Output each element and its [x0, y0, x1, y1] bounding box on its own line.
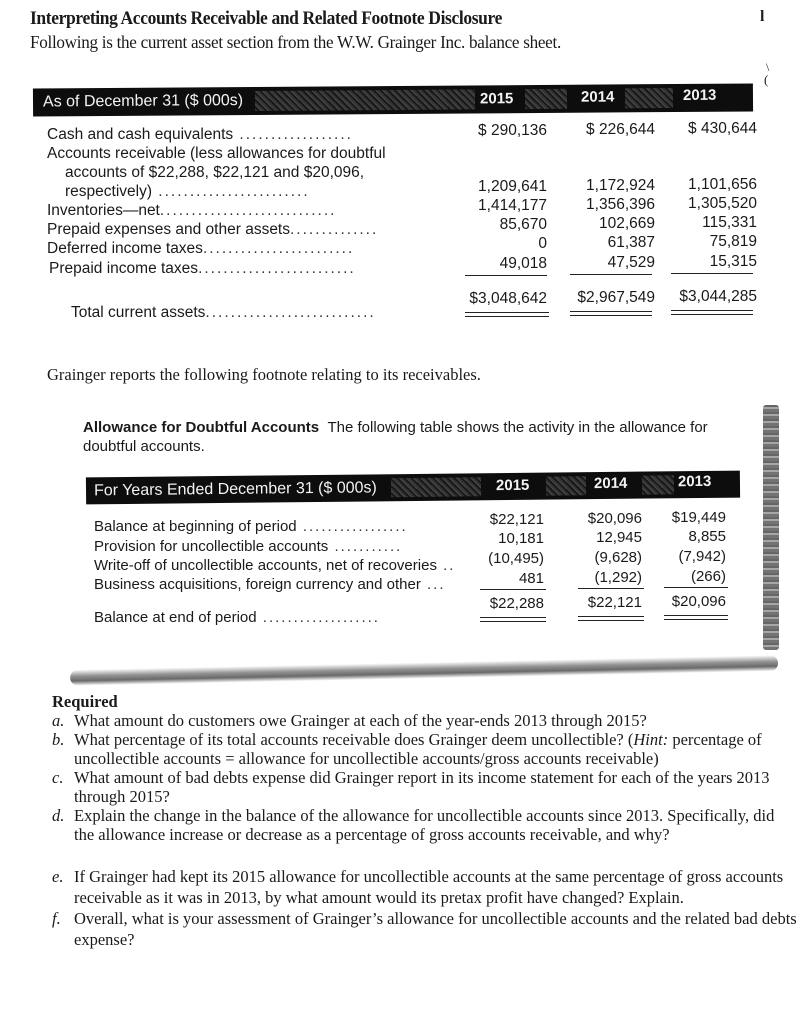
allowance-table — [94, 505, 754, 635]
cell-value: 85,670 — [499, 216, 547, 233]
page-subtitle: Following is the current asset section from the W.W. Grainger Inc. balance sheet. — [30, 32, 561, 52]
year-2014: 2014 — [580, 88, 615, 106]
margin-mark: ( — [764, 72, 769, 87]
cell-value: 115,331 — [702, 214, 757, 231]
scan-noise — [625, 88, 673, 108]
cell-value: 49,018 — [499, 255, 547, 272]
leader-dots: ................. — [296, 518, 408, 535]
year-2013: 2013 — [677, 472, 712, 491]
row-label: Prepaid income taxes — [49, 260, 199, 277]
balance-sheet-header-label: As of December 31 ($ 000s) — [42, 92, 244, 111]
cell-value: 1,209,641 — [478, 178, 547, 195]
cell-value: $22,288 — [489, 595, 544, 612]
page-title: Interpreting Accounts Receivable and Related Footnote Disclosure — [30, 8, 503, 29]
row-label: Prepaid expenses and other assets — [47, 221, 290, 238]
table-row: accounts of $22,288, $22,121 and $20,096, — [65, 164, 365, 181]
cell-value: 61,387 — [607, 234, 655, 251]
leader-dots: ........................ — [152, 183, 310, 200]
cell-value: $19,449 — [671, 509, 726, 526]
row-label: Cash and cash equivalents — [47, 126, 234, 143]
torn-paper-edge — [763, 405, 779, 650]
table-row — [47, 240, 354, 258]
scan-noise — [546, 476, 586, 495]
table-row-total — [94, 609, 380, 626]
table-row — [49, 260, 356, 278]
subtotal-rule — [671, 273, 753, 274]
cell-value: $22,121 — [587, 594, 642, 611]
cell-value: 1,356,396 — [586, 196, 655, 213]
footnote-text: The following table shows the activity in the allowance for doubtful accounts. — [83, 419, 708, 455]
row-label: Total current assets — [71, 304, 206, 321]
cell-value: 47,529 — [607, 254, 655, 271]
allowance-table-header-label: For Years Ended December 31 ($ 000s) — [93, 479, 377, 500]
cell-value: (7,942) — [678, 548, 726, 565]
row-label: Provision for uncollectible accounts — [94, 538, 329, 555]
subtotal-rule — [465, 275, 547, 276]
margin-mark: \ — [766, 60, 770, 74]
cell-value: (10,495) — [488, 550, 544, 567]
table-row — [94, 518, 408, 535]
table-row — [94, 538, 402, 555]
required-section — [52, 692, 797, 950]
leader-dots: .............. — [290, 221, 379, 238]
table-row — [94, 557, 455, 574]
table-row — [65, 183, 310, 201]
cell-value: $20,096 — [587, 510, 642, 527]
allowance-table-header — [86, 471, 740, 505]
subtotal-rule — [570, 274, 652, 275]
question-d: d. Explain the change in the balance of the allowance for uncollectible accounts since 2013. Specifically, did the allowance increase or decrease as a percentage of gross accounts receivable, and why? — [52, 806, 775, 844]
subtotal-rule — [578, 588, 644, 589]
cell-value: $22,121 — [489, 511, 544, 528]
cell-value: 15,315 — [709, 253, 757, 270]
cell-value: 1,101,656 — [688, 176, 757, 193]
question-c: c. What amount of bad debts expense did Grainger report in its income statement for each of the years 2013 through 2015? — [52, 768, 770, 806]
row-label: Business acquisitions, foreign currency and other — [94, 576, 421, 593]
cell-value: 75,819 — [709, 233, 757, 250]
row-label: Inventories—net — [47, 202, 160, 219]
scan-noise — [391, 477, 481, 497]
subtotal-rule — [664, 587, 728, 588]
total-double-rule — [578, 616, 644, 621]
row-label: Write-off of uncollectible accounts, net of recoveries — [94, 557, 437, 574]
cell-value: 481 — [518, 570, 544, 587]
scan-noise — [642, 475, 674, 494]
question-e: e. If Grainger had kept its 2015 allowance for uncollectible accounts at the same percentage of gross accounts receivable as it was in 2013, by what amount would its pretax profit have changed? Explain. — [52, 867, 784, 907]
row-label: Deferred income taxes — [47, 240, 203, 257]
leader-dots: ............................ — [159, 202, 337, 219]
subtotal-rule — [480, 589, 546, 590]
cell-value: $ 430,644 — [688, 120, 757, 137]
footnote-heading: Allowance for Doubtful Accounts — [83, 419, 320, 436]
table-row — [47, 221, 378, 239]
leader-dots: ......................... — [198, 260, 356, 277]
required-heading: Required — [52, 692, 118, 711]
total-double-rule — [671, 310, 753, 315]
balance-sheet-header — [33, 83, 753, 116]
leader-dots: ... — [420, 576, 446, 593]
question-a: a. What amount do customers owe Grainger at each of the year-ends 2013 through 2015? — [52, 711, 647, 730]
footnote-paragraph — [83, 418, 763, 456]
cell-value: 102,669 — [598, 215, 655, 232]
cell-value: $2,967,549 — [577, 289, 655, 306]
cell-value: 8,855 — [688, 528, 726, 545]
torn-paper-edge — [70, 655, 778, 686]
leader-dots: ........... — [328, 538, 403, 555]
table-row — [47, 202, 336, 220]
cell-value: (266) — [690, 568, 726, 585]
cell-value: $20,096 — [671, 593, 726, 610]
footnote-intro: Grainger reports the following footnote relating to its receivables. — [47, 365, 481, 384]
leader-dots: .. — [436, 557, 456, 574]
scan-noise — [255, 90, 475, 111]
cell-value: $3,048,642 — [469, 290, 547, 307]
total-double-rule — [465, 312, 549, 317]
cell-value: 10,181 — [498, 530, 544, 547]
table-row-total — [71, 304, 376, 322]
cell-value: $ 290,136 — [478, 122, 547, 139]
cell-value: 1,172,924 — [586, 177, 655, 194]
leader-dots: ................... — [256, 609, 380, 626]
leader-dots: .................. — [233, 126, 353, 143]
cell-value: (1,292) — [594, 569, 642, 586]
total-double-rule — [570, 311, 652, 316]
row-label: Balance at beginning of period — [94, 518, 297, 535]
leader-dots: ........................... — [205, 304, 376, 321]
year-2015: 2015 — [479, 90, 514, 108]
question-b: b. What percentage of its total accounts receivable does Grainger deem uncollectible? (Hint: percentage of uncollectible accounts = allowance for uncollectible accounts/gross accounts receivable) — [52, 730, 762, 768]
year-2013: 2013 — [682, 86, 717, 104]
cell-value: 0 — [538, 235, 547, 252]
row-label: Balance at end of period — [94, 609, 257, 626]
total-double-rule — [480, 617, 546, 622]
margin-mark: l — [760, 8, 765, 25]
cell-value: 1,305,520 — [688, 195, 757, 212]
table-row — [94, 576, 446, 593]
leader-dots: ........................ — [202, 240, 355, 257]
cell-value: $3,044,285 — [679, 288, 757, 305]
row-label: respectively) — [65, 183, 152, 200]
year-2014: 2014 — [593, 474, 628, 493]
table-row: Accounts receivable (less allowances for doubtful — [47, 145, 386, 162]
cell-value: $ 226,644 — [586, 121, 655, 138]
scan-noise — [525, 89, 567, 109]
question-f: f. Overall, what is your assessment of Grainger’s allowance for uncollectible accounts and the related bad debts expense? — [52, 909, 797, 949]
cell-value: 12,945 — [596, 529, 642, 546]
cell-value: (9,628) — [594, 549, 642, 566]
balance-sheet-table — [47, 120, 757, 330]
table-row — [47, 126, 353, 144]
total-double-rule — [664, 615, 728, 620]
year-2015: 2015 — [495, 476, 530, 495]
cell-value: 1,414,177 — [478, 197, 547, 214]
